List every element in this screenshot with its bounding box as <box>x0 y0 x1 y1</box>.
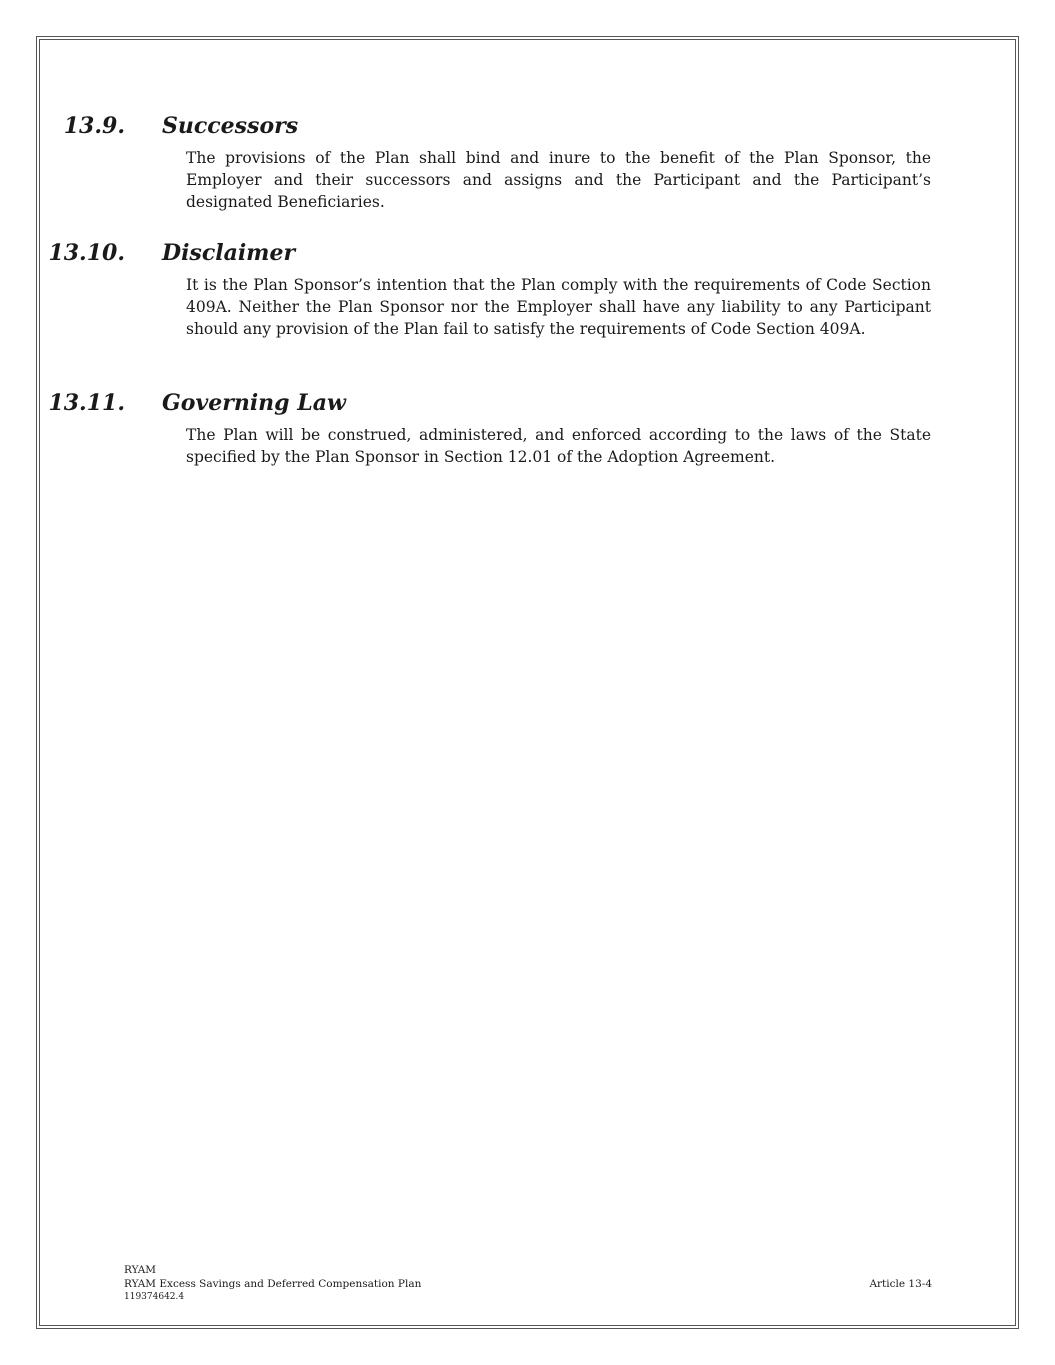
footer-company: RYAM <box>124 1264 157 1276</box>
footer-doc-id: 119374642.4 <box>124 1292 185 1302</box>
section-number: 13.10. <box>48 240 125 266</box>
section-heading <box>0 240 1055 270</box>
section-title: Governing Law <box>162 390 346 416</box>
footer-page-label: Article 13-4 <box>869 1278 932 1290</box>
section-title: Disclaimer <box>162 240 296 266</box>
section-title: Successors <box>162 113 299 139</box>
section-number: 13.9. <box>63 113 125 139</box>
page-border <box>36 36 1019 1329</box>
section-number: 13.11. <box>48 390 125 416</box>
section-heading <box>0 113 1055 143</box>
section-body: It is the Plan Sponsor’s intention that the Plan comply with the requirements of Code Section 409A. Neither the Plan Sponsor nor the Employer shall have any liability to any Participant should any provision of the Plan fail to satisfy the requirements of Code Section 409A. <box>186 276 931 338</box>
footer-plan-name: RYAM Excess Savings and Deferred Compensation Plan <box>124 1278 422 1290</box>
section-heading <box>0 390 1055 420</box>
section-body: The Plan will be construed, administered, and enforced according to the laws of the State specified by the Plan Sponsor in Section 12.01 of the Adoption Agreement. <box>186 426 931 466</box>
section-body: The provisions of the Plan shall bind and inure to the benefit of the Plan Sponsor, the Employer and their successors and assigns and the Participant and the Participant’s designated Beneficiaries. <box>186 149 931 211</box>
page-footer <box>124 1263 932 1303</box>
